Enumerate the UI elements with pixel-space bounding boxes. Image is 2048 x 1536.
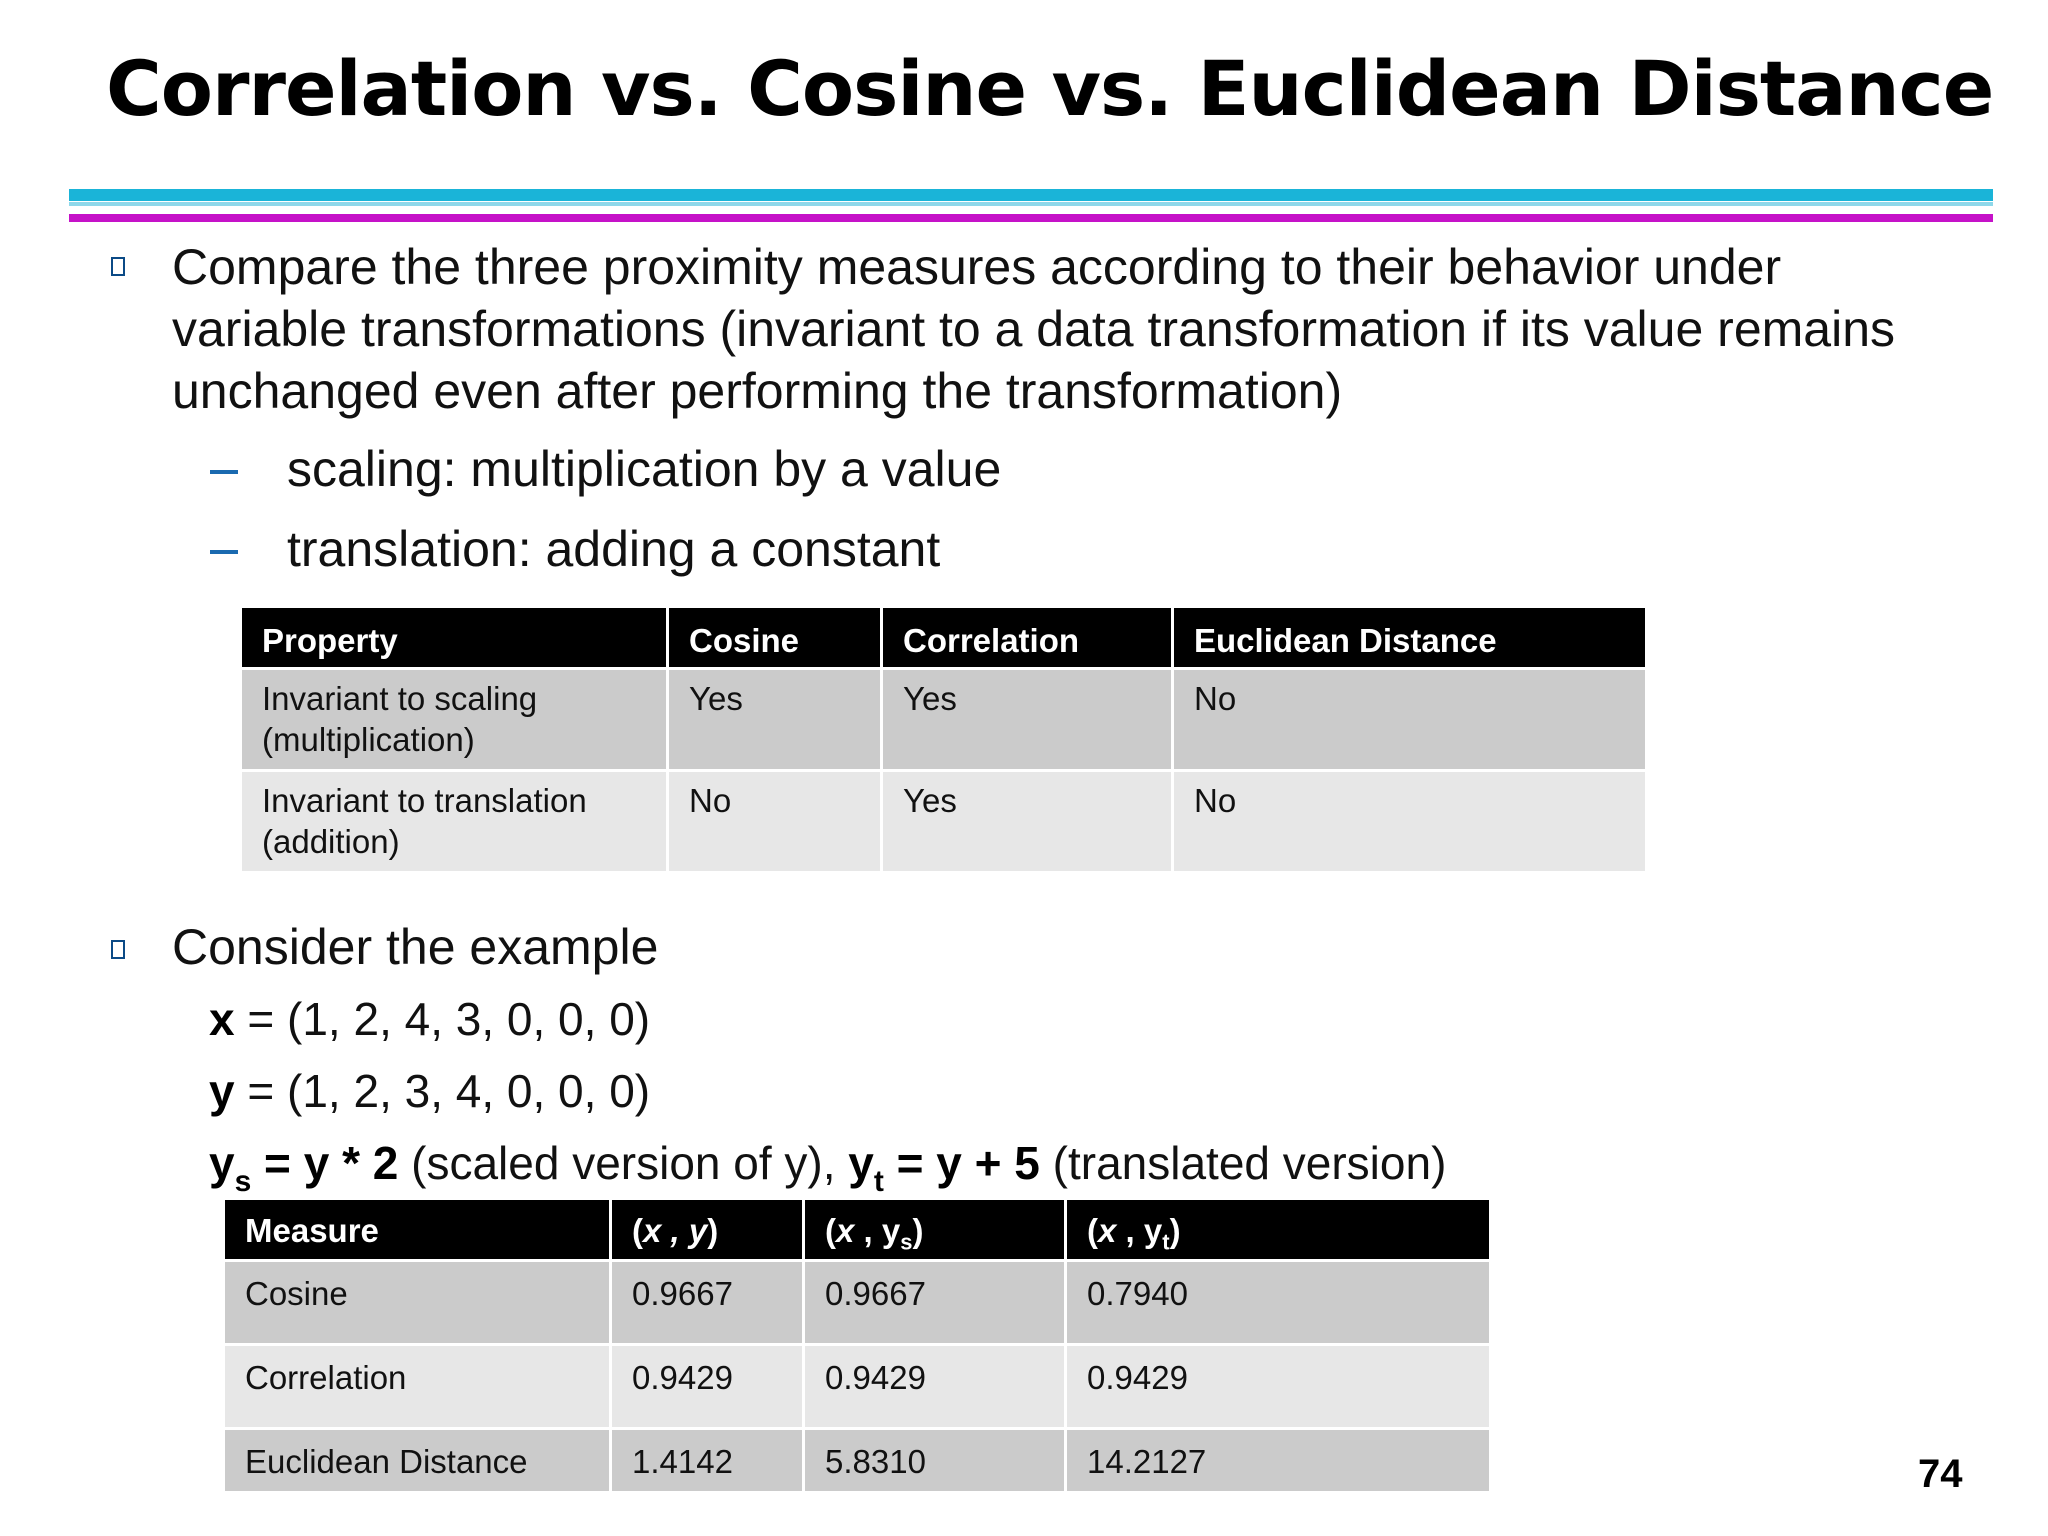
yt-note: (translated version)	[1039, 1137, 1447, 1189]
table-cell: Cosine	[224, 1261, 611, 1345]
bullet-compare: Compare the three proximity measures according to their behavior under variable transformations (invariant to a data transformation if its value remains unchanged even after performing the transformation)	[172, 239, 1895, 419]
table-cell: No	[1173, 669, 1647, 771]
table-header-cell: Measure	[224, 1199, 611, 1261]
table-header-row	[224, 1199, 1491, 1261]
sub-bullet-translation: translation: adding a constant	[287, 521, 941, 577]
bullet-square-icon	[111, 940, 125, 959]
table-row	[224, 1429, 1491, 1493]
measure-table	[222, 1197, 1492, 1494]
table-header-cell: (x , $y_t$)	[1066, 1199, 1491, 1261]
bullet-square-icon	[111, 257, 125, 276]
ys-label: $y_s = y * 2$	[209, 1137, 399, 1198]
page-number: 74	[1918, 1452, 1963, 1496]
table-header-cell: Correlation	[882, 607, 1173, 669]
y-label: y	[209, 1065, 235, 1117]
ys-note: (scaled version of y),	[398, 1137, 849, 1189]
table-cell: Invariant to scaling (multiplication)	[241, 669, 668, 771]
table-cell: Yes	[882, 669, 1173, 771]
sub-bullet-scaling: scaling: multiplication by a value	[287, 441, 1002, 497]
table-header-cell: Property	[241, 607, 668, 669]
example-y	[209, 1064, 650, 1118]
slide-title: Correlation vs. Cosine vs. Euclidean Distance	[106, 44, 1994, 133]
table-header-cell: (x , $y_s$)	[804, 1199, 1066, 1261]
table-row	[224, 1261, 1491, 1345]
table-cell: 0.9429	[1066, 1345, 1491, 1429]
table-cell: 1.4142	[611, 1429, 804, 1493]
table-cell: Correlation	[224, 1345, 611, 1429]
y-value: = (1, 2, 3, 4, 0, 0, 0)	[234, 1065, 651, 1117]
yt-label: $y_t = y + 5$	[848, 1137, 1040, 1198]
table-cell: 0.9429	[611, 1345, 804, 1429]
table-cell: 14.2127	[1066, 1429, 1491, 1493]
table-cell: 0.7940	[1066, 1261, 1491, 1345]
table-row	[241, 669, 1647, 771]
table-cell: 0.9667	[611, 1261, 804, 1345]
table-cell: 5.8310	[804, 1429, 1066, 1493]
x-label: x	[209, 993, 235, 1045]
table-header-cell: (x , y)	[611, 1199, 804, 1261]
dash-icon	[210, 470, 238, 474]
table-cell: 0.9667	[804, 1261, 1066, 1345]
table-header-cell: Euclidean Distance	[1173, 607, 1647, 669]
table-cell: No	[1173, 771, 1647, 873]
table-cell: 0.9429	[804, 1345, 1066, 1429]
table-cell: Yes	[882, 771, 1173, 873]
title-rule-cyan	[69, 189, 1993, 201]
example-transforms	[209, 1136, 1446, 1199]
table-cell: Yes	[668, 669, 882, 771]
table-cell: No	[668, 771, 882, 873]
table-row	[241, 771, 1647, 873]
table-cell: Invariant to translation (addition)	[241, 771, 668, 873]
table-row	[224, 1345, 1491, 1429]
dash-icon	[210, 550, 238, 554]
title-rule-magenta	[69, 214, 1993, 222]
table-header-row	[241, 607, 1647, 669]
x-value: = (1, 2, 4, 3, 0, 0, 0)	[234, 993, 651, 1045]
bullet-consider: Consider the example	[172, 919, 659, 975]
table-header-cell: Cosine	[668, 607, 882, 669]
title-rule-cyan-light	[69, 202, 1993, 206]
example-x	[209, 992, 650, 1046]
table-cell: Euclidean Distance	[224, 1429, 611, 1493]
property-table	[239, 605, 1648, 874]
